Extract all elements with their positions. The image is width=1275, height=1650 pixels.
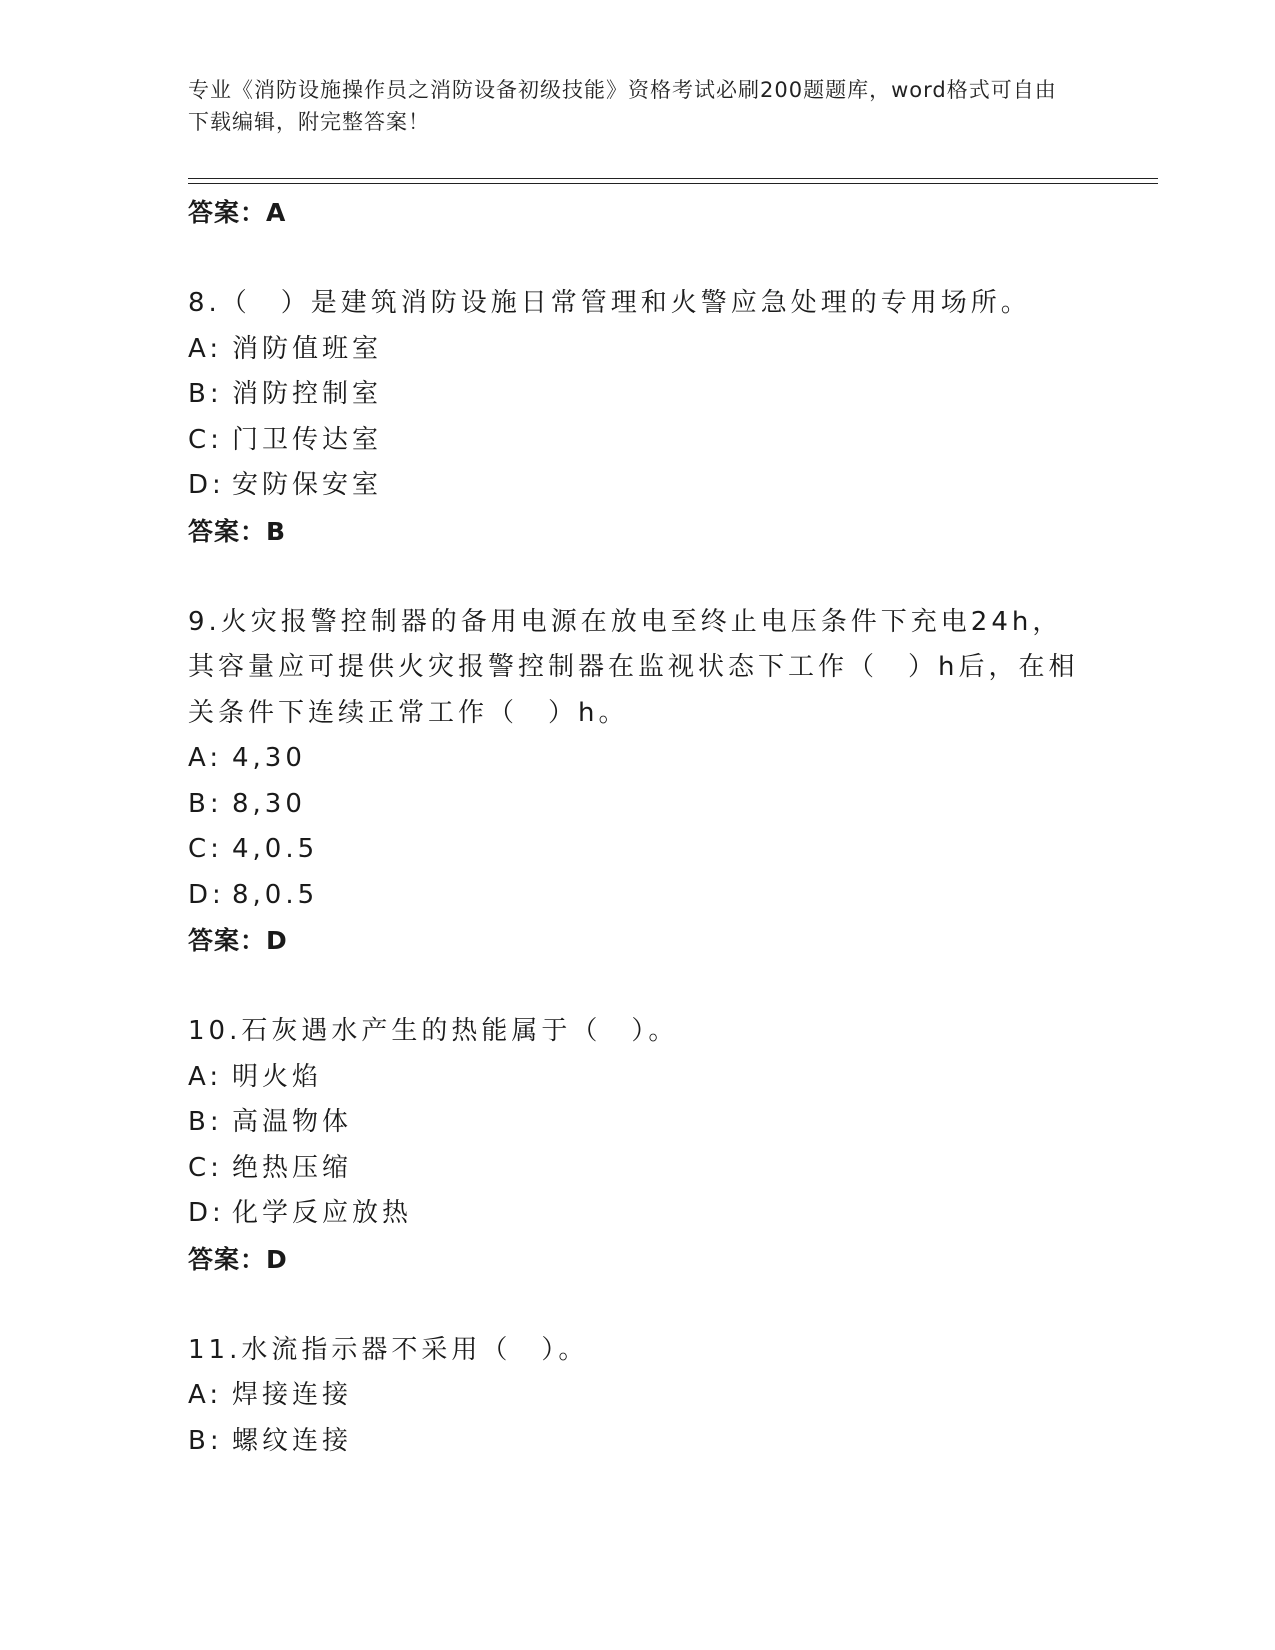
option-a bbox=[188, 327, 1088, 373]
answer-line: 答案：D bbox=[188, 926, 288, 955]
option-text: 绝热压缩 bbox=[232, 1152, 353, 1183]
option-a bbox=[188, 736, 1088, 782]
question-block bbox=[188, 281, 1088, 555]
option-key: D: bbox=[188, 879, 225, 910]
option-text: 安防保安室 bbox=[232, 470, 383, 500]
option-key: B: bbox=[188, 1107, 223, 1137]
option-text: 门卫传达室 bbox=[232, 424, 383, 455]
option-key: A: bbox=[188, 333, 223, 364]
answer-line: 答案：A bbox=[188, 198, 287, 227]
option-text: 焊接连接 bbox=[232, 1380, 353, 1410]
option-b bbox=[188, 372, 1088, 418]
option-key: C: bbox=[188, 834, 223, 864]
option-c bbox=[188, 418, 1088, 464]
option-a bbox=[188, 1055, 1088, 1101]
option-key: C: bbox=[188, 424, 223, 455]
question-block bbox=[188, 1328, 1088, 1465]
question-stem: 8.（ ）是建筑消防设施日常管理和火警应急处理的专用场所。 bbox=[188, 288, 1031, 318]
option-key: B: bbox=[188, 379, 223, 409]
option-c bbox=[188, 827, 1088, 873]
page-header: 专业《消防设施操作员之消防设备初级技能》资格考试必刷200题题库，word格式可自由下载编辑，附完整答案！ bbox=[188, 78, 1057, 134]
document-body bbox=[188, 190, 1088, 1464]
option-d bbox=[188, 463, 1088, 509]
answer-line: 答案：D bbox=[188, 1244, 288, 1274]
option-text: 消防值班室 bbox=[232, 333, 383, 364]
option-b bbox=[188, 782, 1088, 828]
header-rule-bottom bbox=[188, 183, 1158, 184]
spacer bbox=[188, 236, 1088, 281]
option-d bbox=[188, 873, 1088, 919]
spacer bbox=[188, 964, 1088, 1009]
question-block bbox=[188, 1009, 1088, 1283]
option-key: A: bbox=[188, 743, 223, 773]
option-text: 消防控制室 bbox=[232, 379, 383, 409]
option-key: B: bbox=[188, 788, 223, 819]
option-text: 高温物体 bbox=[232, 1107, 353, 1137]
option-c bbox=[188, 1146, 1088, 1192]
option-text: 4,30 bbox=[232, 743, 306, 773]
option-key: C: bbox=[188, 1152, 223, 1183]
option-text: 明火焰 bbox=[232, 1061, 323, 1092]
option-key: A: bbox=[188, 1380, 223, 1410]
option-a bbox=[188, 1373, 1088, 1419]
option-key: D: bbox=[188, 470, 225, 500]
spacer bbox=[188, 555, 1088, 600]
option-text: 8,30 bbox=[232, 788, 306, 819]
option-d bbox=[188, 1191, 1088, 1237]
question-block bbox=[188, 600, 1088, 965]
option-key: A: bbox=[188, 1061, 223, 1092]
option-text: 化学反应放热 bbox=[232, 1198, 413, 1228]
option-text: 8,0.5 bbox=[232, 879, 319, 910]
answer-line: 答案：B bbox=[188, 516, 287, 546]
question-stem: 9.火灾报警控制器的备用电源在放电至终止电压条件下充电24h，其容量应可提供火灾报警控制器在监视状态下工作（ ）h后，在相关条件下连续正常工作（ ）h。 bbox=[188, 606, 1079, 728]
option-key: D: bbox=[188, 1198, 225, 1228]
header-rule-top bbox=[188, 178, 1158, 179]
option-text: 4,0.5 bbox=[232, 834, 319, 864]
question-stem: 11.水流指示器不采用（ ）。 bbox=[188, 1334, 589, 1365]
option-key: B: bbox=[188, 1425, 223, 1456]
option-b bbox=[188, 1100, 1088, 1146]
question-stem: 10.石灰遇水产生的热能属于（ ）。 bbox=[188, 1016, 679, 1046]
option-text: 螺纹连接 bbox=[232, 1425, 353, 1456]
option-b bbox=[188, 1419, 1088, 1465]
spacer bbox=[188, 1283, 1088, 1328]
